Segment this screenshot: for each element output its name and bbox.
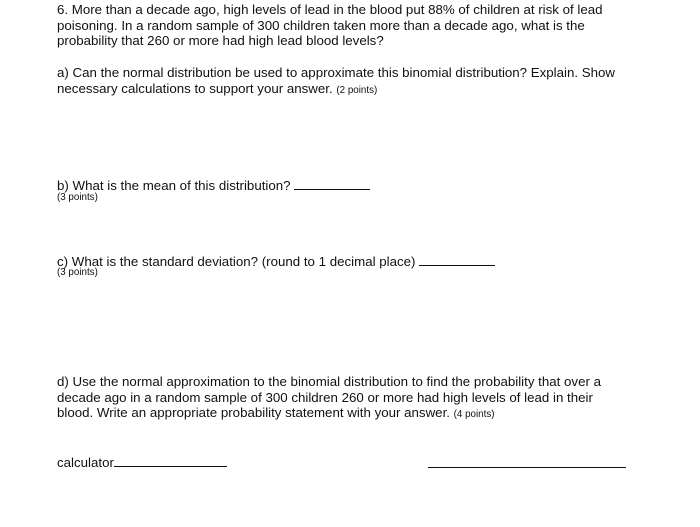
part-b-text: b) What is the mean of this distribution? [57,178,291,193]
part-d-prompt [57,374,601,423]
part-c-points: (3 points) [57,267,98,278]
calculator-label: calculator [57,455,114,470]
part-c-answer-blank[interactable] [419,252,495,266]
part-d-line-3: blood. Write an appropriate probability statement with your answer. [57,405,450,420]
part-b-points: (3 points) [57,192,98,203]
question-stem-line-2: poisoning. In a random sample of 300 children taken more than a decade ago, what is the [57,17,585,33]
part-a-points: (2 points) [336,84,378,96]
part-b-prompt [57,176,370,194]
part-c-prompt [57,252,495,270]
part-a-line-2: necessary calculations to support your answer. [57,80,333,96]
part-a-prompt [57,65,615,98]
part-d-line-2: decade ago in a random sample of 300 children 260 or more had high levels of lead in their [57,389,593,405]
part-a-line-1: a) Can the normal distribution be used to approximate this binomial distribution? Explain. Show [57,65,616,80]
part-c-text: c) What is the standard deviation? (round to 1 decimal place) [57,254,416,269]
part-d-line-1: d) Use the normal approximation to the binomial distribution to find the probability that over a [57,374,601,389]
calculator-field [57,453,227,471]
question-stem-line-1: 6. More than a decade ago, high levels of lead in the blood put 88% of children at risk of lead [57,2,603,17]
answer-line-right[interactable] [428,466,626,468]
part-d-points: (4 points) [453,409,495,420]
question-stem [57,2,603,49]
question-stem-line-3: probability that 260 or more had high lead blood levels? [57,33,384,48]
calculator-answer-blank[interactable] [114,453,227,467]
part-b-answer-blank[interactable] [294,176,370,190]
